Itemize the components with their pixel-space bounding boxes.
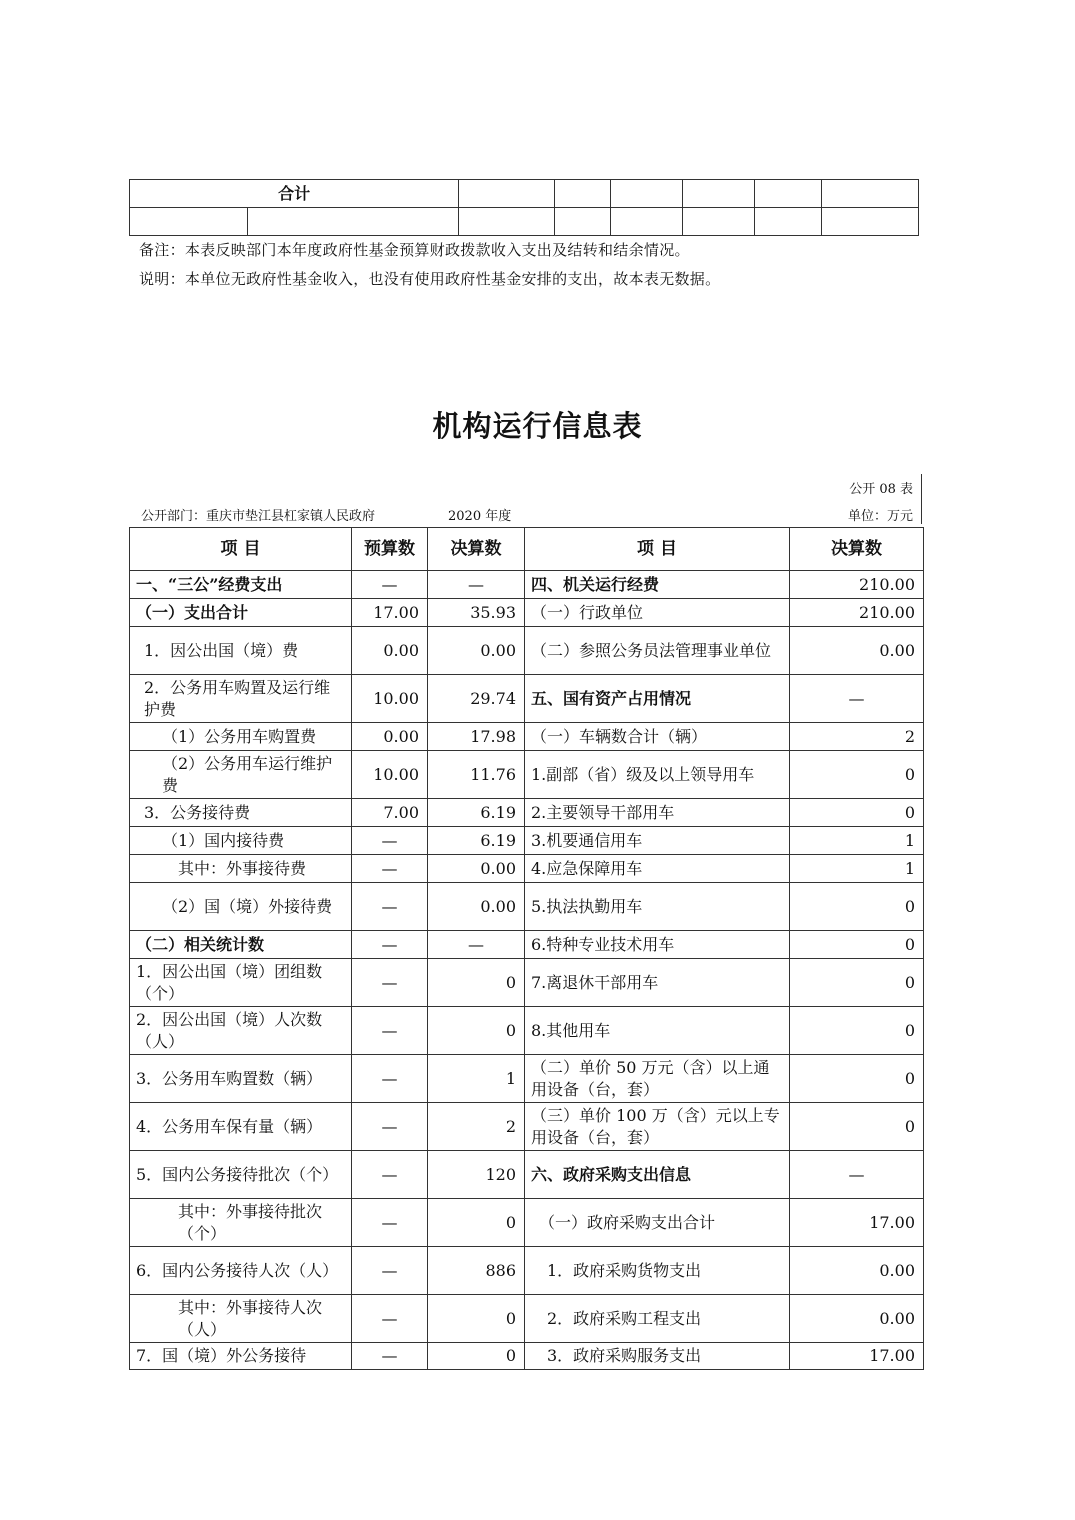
right-item: （三）单价 100 万（含）元以上专用设备（台，套）: [525, 1103, 790, 1151]
header-budget: 预算数: [352, 528, 428, 571]
final-value: 2: [428, 1103, 525, 1151]
final-value: 0: [428, 1199, 525, 1247]
right-value: 1: [790, 855, 924, 883]
right-value: 0: [790, 1055, 924, 1103]
table-row: [130, 1247, 924, 1295]
budget-value: 0.00: [352, 627, 428, 675]
table-row: [130, 627, 924, 675]
budget-value: —: [352, 1247, 428, 1295]
left-item: 其中：外事接待人次（人）: [130, 1295, 352, 1343]
unit-label: 单位：万元: [847, 509, 913, 524]
institution-operation-table: [129, 527, 924, 1370]
budget-value: —: [352, 931, 428, 959]
final-value: 0.00: [428, 883, 525, 931]
fund-budget-table-tail: [129, 179, 919, 236]
left-item: 1．因公出国（境）团组数（个）: [130, 959, 352, 1007]
right-item: 2．政府采购工程支出: [525, 1295, 790, 1343]
right-value: 0: [790, 931, 924, 959]
right-item: 3．政府采购服务支出: [525, 1343, 790, 1370]
final-value: 120: [428, 1151, 525, 1199]
divider: [921, 474, 922, 524]
budget-value: 0.00: [352, 723, 428, 751]
total-label: 合计: [130, 180, 459, 208]
page-title: 机构运行信息表: [432, 409, 643, 443]
right-value: 0: [790, 959, 924, 1007]
header-row: [130, 528, 924, 571]
final-value: 0: [428, 1007, 525, 1055]
budget-value: —: [352, 571, 428, 599]
right-item: 6.特种专业技术用车: [525, 931, 790, 959]
table-row: [130, 799, 924, 827]
year-label: 2020 年度: [448, 509, 512, 524]
left-item: （2）公务用车运行维护费: [130, 751, 352, 799]
table-row: [130, 1343, 924, 1370]
right-value: 210.00: [790, 599, 924, 627]
table-row: [130, 931, 924, 959]
header-final-right: 决算数: [790, 528, 924, 571]
budget-value: —: [352, 1343, 428, 1370]
right-value: —: [790, 675, 924, 723]
table-row: [130, 723, 924, 751]
final-value: 0: [428, 1295, 525, 1343]
right-value: 1: [790, 827, 924, 855]
left-item: （一）支出合计: [130, 599, 352, 627]
budget-value: —: [352, 1103, 428, 1151]
left-item: 1．因公出国（境）费: [130, 627, 352, 675]
left-item: 6．国内公务接待人次（人）: [130, 1247, 352, 1295]
table-row: [130, 1295, 924, 1343]
final-value: 0.00: [428, 627, 525, 675]
budget-value: —: [352, 959, 428, 1007]
right-value: —: [790, 1151, 924, 1199]
left-item: 其中：外事接待批次（个）: [130, 1199, 352, 1247]
budget-value: —: [352, 827, 428, 855]
header-item-right: 项 目: [525, 528, 790, 571]
right-value: 0: [790, 1103, 924, 1151]
right-item: 5.执法执勤用车: [525, 883, 790, 931]
left-item: 其中：外事接待费: [130, 855, 352, 883]
final-value: 6.19: [428, 827, 525, 855]
right-item: 4.应急保障用车: [525, 855, 790, 883]
department-label: 公开部门：重庆市垫江县杠家镇人民政府: [141, 509, 376, 524]
right-value: 0: [790, 883, 924, 931]
right-item: （一）行政单位: [525, 599, 790, 627]
final-value: —: [428, 931, 525, 959]
table-row: [130, 883, 924, 931]
right-value: 17.00: [790, 1343, 924, 1370]
right-item: 8.其他用车: [525, 1007, 790, 1055]
table-row: [130, 959, 924, 1007]
right-value: 0.00: [790, 1247, 924, 1295]
final-value: 1: [428, 1055, 525, 1103]
right-item: 2.主要领导干部用车: [525, 799, 790, 827]
remark-note: 备注：本表反映部门本年度政府性基金预算财政拨款收入支出及结转和结余情况。: [139, 241, 690, 259]
left-item: （2）国（境）外接待费: [130, 883, 352, 931]
left-item: （1）国内接待费: [130, 827, 352, 855]
final-value: 17.98: [428, 723, 525, 751]
left-item: 4．公务用车保有量（辆）: [130, 1103, 352, 1151]
left-item: 3．公务用车购置数（辆）: [130, 1055, 352, 1103]
table-row: [130, 599, 924, 627]
table-row: [130, 1055, 924, 1103]
final-value: 0.00: [428, 855, 525, 883]
budget-value: 7.00: [352, 799, 428, 827]
right-value: 0: [790, 799, 924, 827]
budget-value: —: [352, 1199, 428, 1247]
budget-value: —: [352, 883, 428, 931]
right-item: 1.副部（省）级及以上领导用车: [525, 751, 790, 799]
right-item: 3.机要通信用车: [525, 827, 790, 855]
table-row: [130, 1199, 924, 1247]
budget-value: 10.00: [352, 675, 428, 723]
left-item: 5．国内公务接待批次（个）: [130, 1151, 352, 1199]
left-item: （1）公务用车购置费: [130, 723, 352, 751]
table-row: [130, 1103, 924, 1151]
budget-value: —: [352, 1007, 428, 1055]
right-value: 0: [790, 1007, 924, 1055]
table-row: [130, 1007, 924, 1055]
final-value: 11.76: [428, 751, 525, 799]
right-value: 0.00: [790, 1295, 924, 1343]
budget-value: 10.00: [352, 751, 428, 799]
explanation-note: 说明：本单位无政府性基金收入，也没有使用政府性基金安排的支出，故本表无数据。: [139, 270, 721, 288]
right-item: （一）政府采购支出合计: [525, 1199, 790, 1247]
right-item: 五、国有资产占用情况: [525, 675, 790, 723]
final-value: 6.19: [428, 799, 525, 827]
right-value: 0.00: [790, 627, 924, 675]
right-item: 7.离退休干部用车: [525, 959, 790, 1007]
right-item: 四、机关运行经费: [525, 571, 790, 599]
final-value: 35.93: [428, 599, 525, 627]
table-row: [130, 827, 924, 855]
budget-value: 17.00: [352, 599, 428, 627]
right-item: 1．政府采购货物支出: [525, 1247, 790, 1295]
form-number: 公开 08 表: [849, 482, 913, 497]
budget-value: —: [352, 855, 428, 883]
right-item: （二）单价 50 万元（含）以上通用设备（台，套）: [525, 1055, 790, 1103]
total-row: [130, 180, 919, 208]
table-row: [130, 1151, 924, 1199]
left-item: 一、“三公”经费支出: [130, 571, 352, 599]
left-item: 3．公务接待费: [130, 799, 352, 827]
header-item-left: 项 目: [130, 528, 352, 571]
table-row: [130, 675, 924, 723]
budget-value: —: [352, 1295, 428, 1343]
header-final: 决算数: [428, 528, 525, 571]
right-value: 0: [790, 751, 924, 799]
final-value: —: [428, 571, 525, 599]
final-value: 29.74: [428, 675, 525, 723]
right-item: （二）参照公务员法管理事业单位: [525, 627, 790, 675]
table-row: [130, 751, 924, 799]
table-row: [130, 571, 924, 599]
table-row: [130, 855, 924, 883]
final-value: 0: [428, 1343, 525, 1370]
budget-value: —: [352, 1151, 428, 1199]
right-item: （一）车辆数合计（辆）: [525, 723, 790, 751]
right-item: 六、政府采购支出信息: [525, 1151, 790, 1199]
right-value: 210.00: [790, 571, 924, 599]
right-value: 17.00: [790, 1199, 924, 1247]
final-value: 886: [428, 1247, 525, 1295]
left-item: （二）相关统计数: [130, 931, 352, 959]
left-item: 2．公务用车购置及运行维护费: [130, 675, 352, 723]
left-item: 7．国（境）外公务接待: [130, 1343, 352, 1370]
empty-row: [130, 208, 919, 236]
budget-value: —: [352, 1055, 428, 1103]
final-value: 0: [428, 959, 525, 1007]
right-value: 2: [790, 723, 924, 751]
left-item: 2．因公出国（境）人次数（人）: [130, 1007, 352, 1055]
